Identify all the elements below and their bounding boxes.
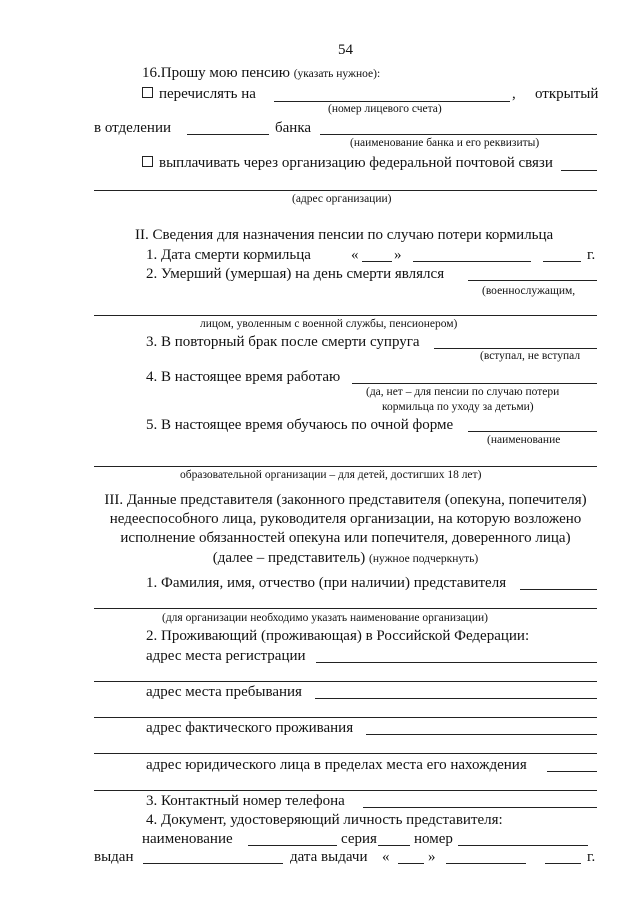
actual-address-label: адрес фактического проживания bbox=[146, 720, 354, 736]
doc-month-field[interactable] bbox=[446, 863, 526, 864]
doc-issued-label: выдан bbox=[94, 849, 134, 865]
death-date-quote-open: « bbox=[351, 247, 359, 263]
opt2-label: выплачивать через организацию федеральной почтовой связи bbox=[159, 155, 553, 171]
deceased-status-label: 2. Умерший (умершая) на день смерти являлся bbox=[146, 266, 445, 282]
rep-name-hint: (для организации необходимо указать наименование организации) bbox=[162, 612, 488, 624]
post-field-a[interactable] bbox=[561, 170, 597, 171]
section-3-title-line1: III. Данные представителя (законного представителя (опекуна, попечителя) bbox=[104, 492, 587, 508]
doc-year-field[interactable] bbox=[545, 863, 581, 864]
opt1-label: перечислять на bbox=[159, 86, 256, 102]
section-3-title-line4-note: (нужное подчеркнуть) bbox=[369, 553, 479, 565]
death-date-label: 1. Дата смерти кормильца bbox=[146, 247, 311, 263]
legal-address-field-a[interactable] bbox=[547, 771, 597, 772]
branch-label: в отделении bbox=[94, 120, 172, 136]
doc-date-quote-open: « bbox=[382, 849, 390, 865]
studying-field-a[interactable] bbox=[468, 431, 597, 432]
death-day-field[interactable] bbox=[362, 261, 392, 262]
deceased-status-field-b[interactable] bbox=[94, 315, 597, 316]
reg-address-field-b[interactable] bbox=[94, 681, 597, 682]
studying-field-b[interactable] bbox=[94, 466, 597, 467]
bank-label: банка bbox=[275, 120, 312, 136]
id-document-label: 4. Документ, удостоверяющий личность представителя: bbox=[146, 812, 503, 828]
remarriage-field[interactable] bbox=[434, 348, 597, 349]
rep-name-field-a[interactable] bbox=[520, 589, 597, 590]
working-hint-a: (да, нет – для пенсии по случаю потери bbox=[366, 386, 560, 398]
rep-name-field-b[interactable] bbox=[94, 608, 597, 609]
deceased-status-hint-a: (военнослужащим, bbox=[482, 285, 576, 297]
checkbox-post[interactable] bbox=[142, 156, 153, 167]
stay-address-label: адрес места пребывания bbox=[146, 684, 302, 700]
phone-label: 3. Контактный номер телефона bbox=[146, 793, 345, 809]
section-2-title: II. Сведения для назначения пенсии по случаю потери кормильца bbox=[135, 227, 554, 243]
branch-field[interactable] bbox=[187, 134, 269, 135]
s16-heading-note: (указать нужное): bbox=[293, 68, 381, 80]
residing-label: 2. Проживающий (проживающая) в Российской Федерации: bbox=[146, 628, 530, 644]
deceased-status-hint-b: лицом, уволенным с военной службы, пенсионером) bbox=[200, 318, 458, 330]
s16-heading-main: 16.Прошу мою пенсию bbox=[142, 65, 294, 81]
doc-name-label: наименование bbox=[142, 831, 233, 847]
bank-field[interactable] bbox=[320, 134, 597, 135]
opt1-open: открытый bbox=[535, 86, 599, 102]
remarriage-label: 3. В повторный брак после смерти супруга bbox=[146, 334, 420, 350]
post-field-b[interactable] bbox=[94, 190, 597, 191]
reg-address-label: адрес места регистрации bbox=[146, 648, 306, 664]
legal-address-label: адрес юридического лица в пределах места его нахождения bbox=[146, 757, 527, 773]
deceased-status-field-a[interactable] bbox=[468, 280, 597, 281]
studying-hint-a: (наименование bbox=[487, 434, 561, 446]
doc-day-field[interactable] bbox=[398, 863, 424, 864]
opt2-row bbox=[142, 155, 553, 172]
actual-address-field-b[interactable] bbox=[94, 753, 597, 754]
death-month-field[interactable] bbox=[413, 261, 531, 262]
opt1-row bbox=[142, 86, 256, 103]
page-number: 54 bbox=[338, 42, 353, 58]
doc-number-label: номер bbox=[414, 831, 453, 847]
phone-field[interactable] bbox=[363, 807, 597, 808]
section-3-title-line2: недееспособного лица, руководителя организации, на которую возложено bbox=[109, 511, 582, 527]
studying-label: 5. В настоящее время обучаюсь по очной форме bbox=[146, 417, 454, 433]
legal-address-field-b[interactable] bbox=[94, 790, 597, 791]
rep-name-label: 1. Фамилия, имя, отчество (при наличии) представителя bbox=[146, 575, 507, 591]
section-3-title-line4-main: (далее – представитель) bbox=[212, 550, 370, 566]
stay-address-field-a[interactable] bbox=[315, 698, 597, 699]
doc-year-suffix: г. bbox=[587, 849, 596, 865]
opt1-comma: , bbox=[512, 86, 516, 102]
org-address-hint: (адрес организации) bbox=[292, 193, 392, 205]
account-number-field[interactable] bbox=[274, 101, 510, 102]
doc-name-field[interactable] bbox=[248, 845, 337, 846]
working-field[interactable] bbox=[352, 383, 597, 384]
section-3-title-line3: исполнение обязанностей опекуна или попечителя, доверенного лица) bbox=[120, 530, 571, 546]
death-date-quote-close: » bbox=[394, 247, 402, 263]
doc-number-field[interactable] bbox=[458, 845, 588, 846]
checkbox-transfer[interactable] bbox=[142, 87, 153, 98]
stay-address-field-b[interactable] bbox=[94, 717, 597, 718]
actual-address-field-a[interactable] bbox=[366, 734, 597, 735]
doc-issue-date-label: дата выдачи bbox=[290, 849, 368, 865]
studying-hint-b: образовательной организации – для детей, достигших 18 лет) bbox=[180, 469, 482, 481]
working-hint-b: кормильца по уходу за детьми) bbox=[382, 401, 534, 413]
doc-series-label: серия bbox=[341, 831, 377, 847]
doc-series-field[interactable] bbox=[378, 845, 410, 846]
doc-issued-field[interactable] bbox=[143, 863, 283, 864]
working-label: 4. В настоящее время работаю bbox=[146, 369, 341, 385]
bank-hint: (наименование банка и его реквизиты) bbox=[350, 137, 540, 149]
doc-date-quote-close: » bbox=[428, 849, 436, 865]
s16-heading bbox=[142, 64, 380, 82]
reg-address-field-a[interactable] bbox=[316, 662, 597, 663]
death-year-suffix: г. bbox=[587, 247, 596, 263]
section-3-title-line4 bbox=[94, 549, 597, 567]
remarriage-hint: (вступал, не вступал bbox=[480, 350, 581, 362]
death-year-field[interactable] bbox=[543, 261, 581, 262]
account-number-hint: (номер лицевого счета) bbox=[328, 103, 442, 115]
